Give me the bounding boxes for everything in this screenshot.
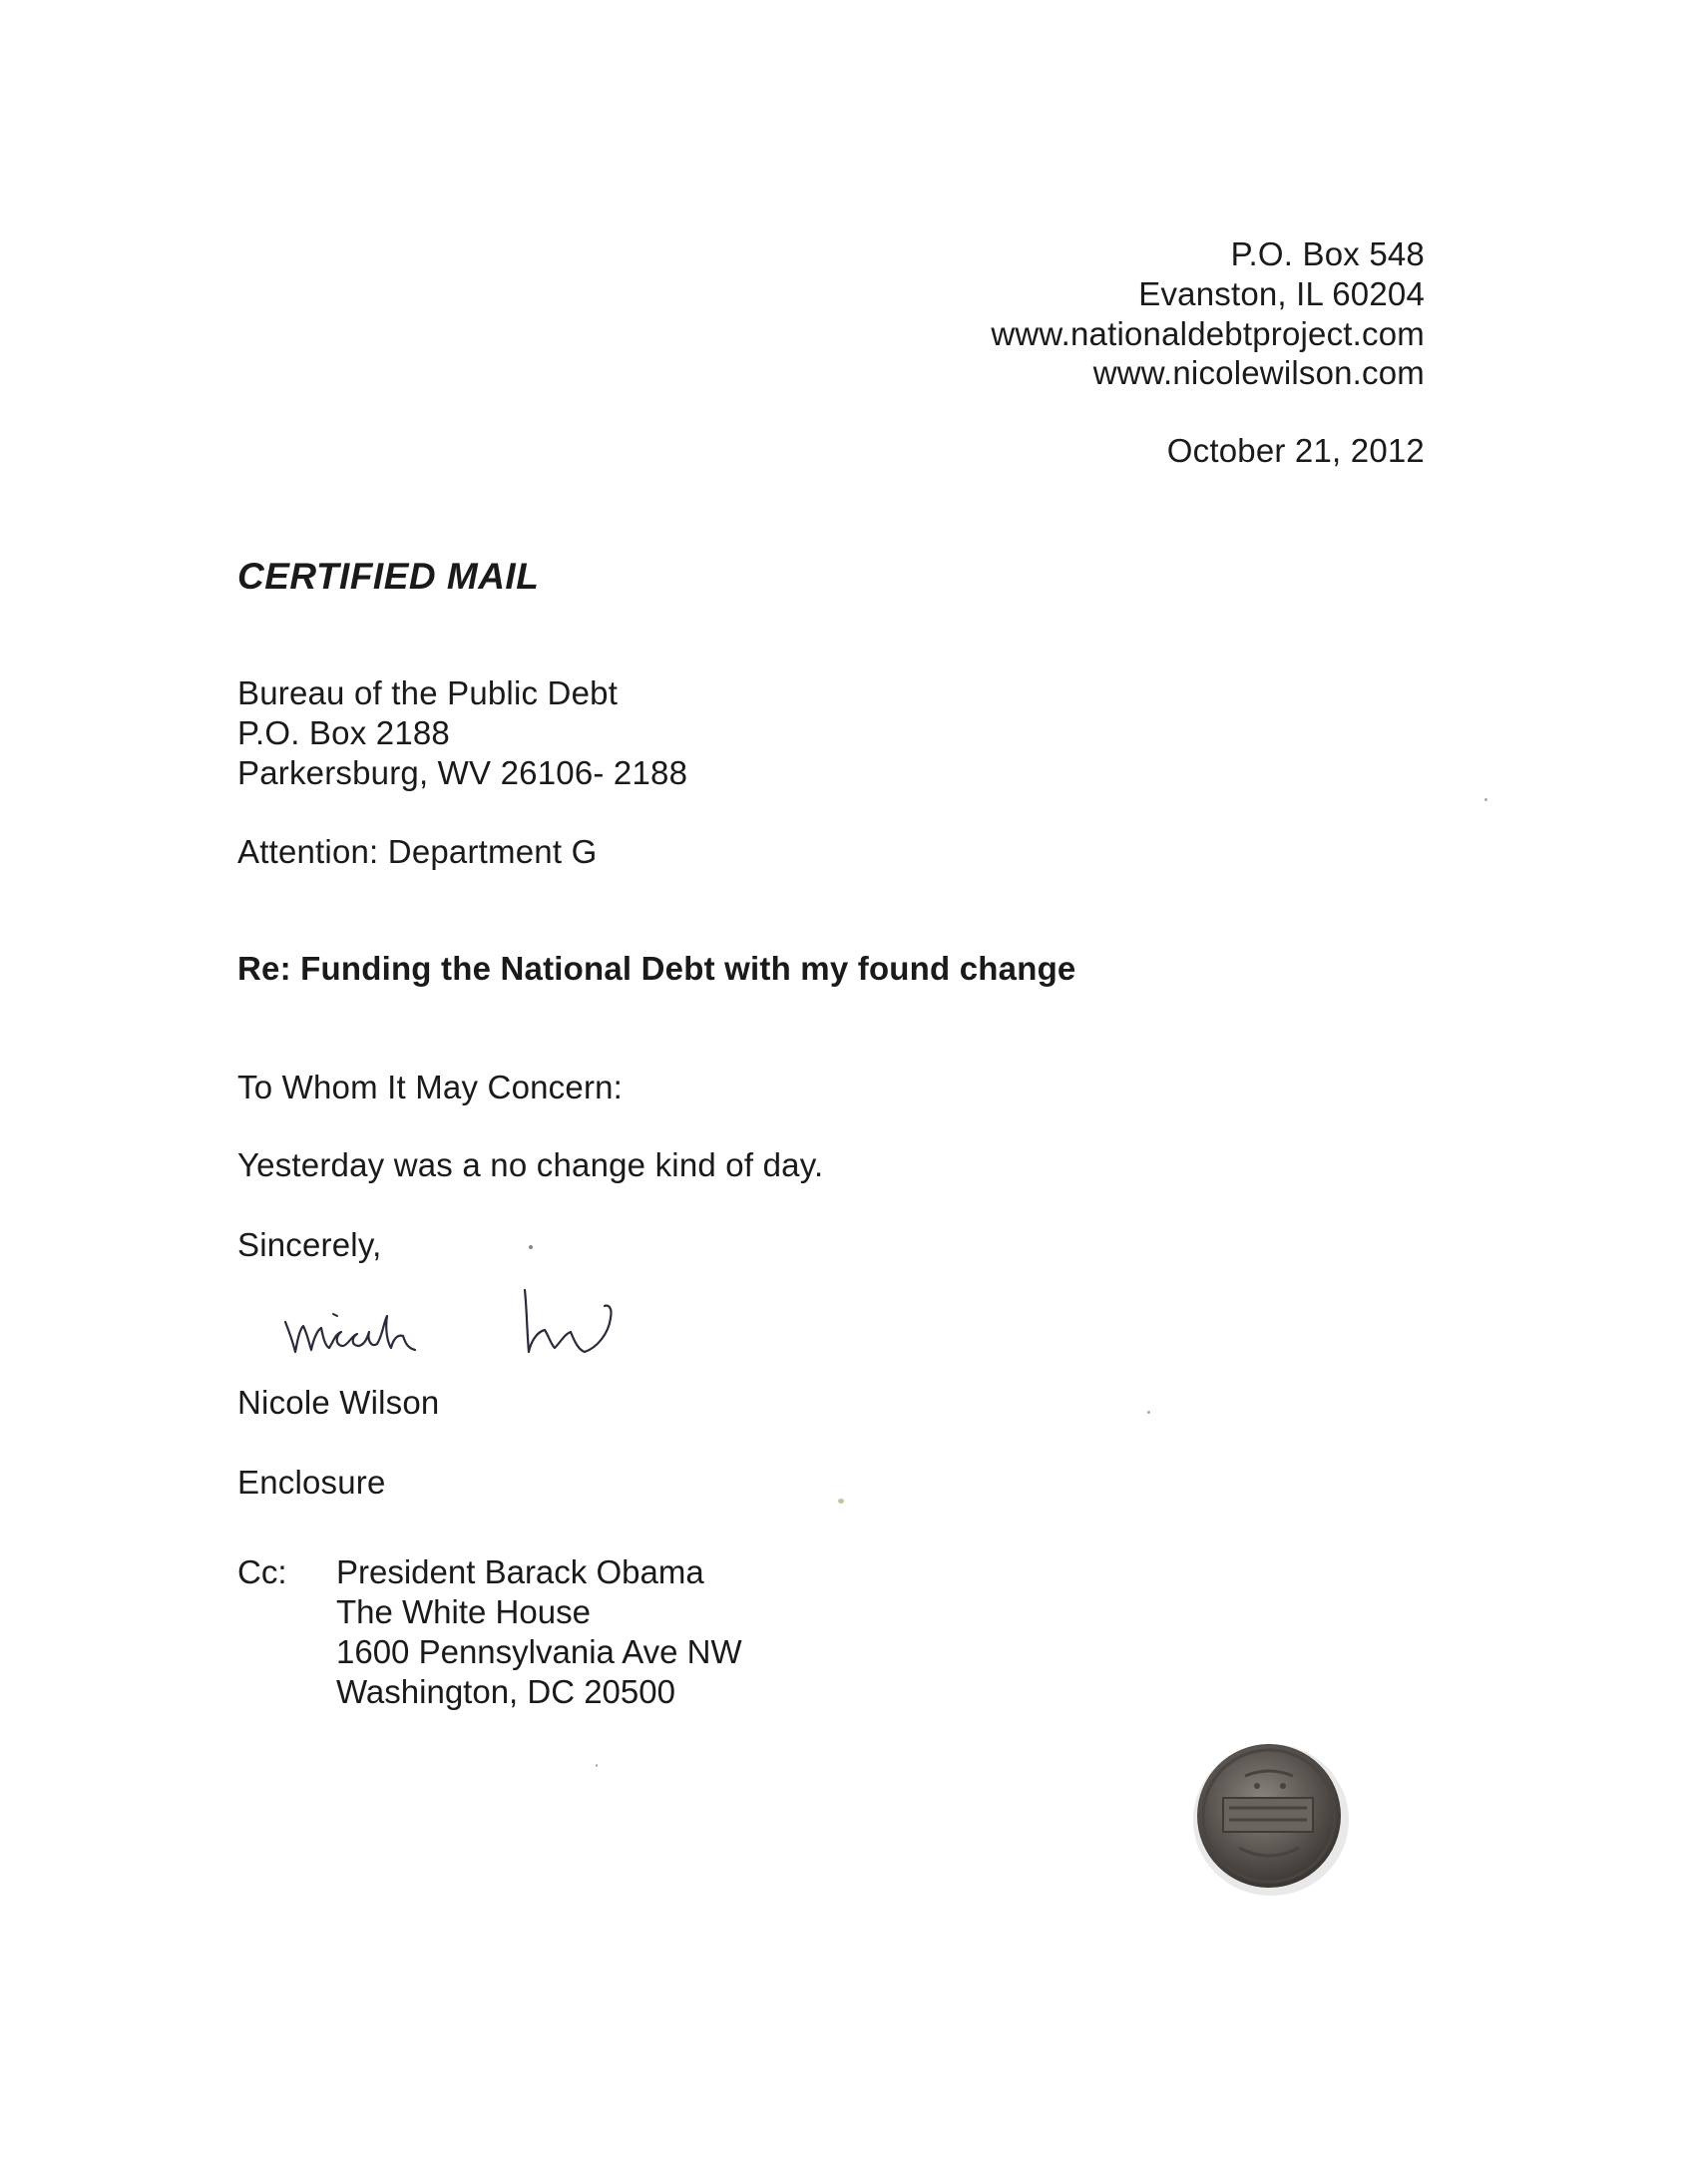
sender-personal-website-link[interactable]: www.nicolewilson.com: [1092, 354, 1425, 391]
delivery-method-heading: CERTIFIED MAIL: [237, 556, 540, 597]
attention-line: Attention: Department G: [237, 833, 598, 870]
cc-line: Washington, DC 20500: [336, 1673, 675, 1710]
cc-address-block: [336, 1552, 742, 1712]
signer-name: Nicole Wilson: [237, 1384, 440, 1421]
scan-speck: [596, 1764, 598, 1767]
sender-city-line: Evanston, IL 60204: [1138, 275, 1425, 312]
sender-website-link[interactable]: www.nationaldebtproject.com: [991, 315, 1425, 352]
recipient-city-line: Parkersburg, WV 26106- 2188: [237, 754, 688, 791]
scan-speck: [838, 1499, 844, 1504]
salutation: To Whom It May Concern:: [237, 1069, 624, 1105]
cc-line: The White House: [336, 1593, 591, 1630]
cc-label: Cc:: [237, 1553, 287, 1590]
handwritten-signature: [279, 1282, 678, 1372]
scan-speck: [1147, 1411, 1150, 1414]
scan-speck: [1484, 798, 1487, 801]
closing: Sincerely,: [237, 1226, 382, 1263]
cc-line: 1600 Pennsylvania Ave NW: [336, 1633, 742, 1670]
enclosure-note: Enclosure: [237, 1464, 386, 1501]
letter-date: October 21, 2012: [1166, 432, 1425, 469]
coin-icon: [1187, 1736, 1352, 1901]
recipient-name: Bureau of the Public Debt: [237, 674, 619, 711]
letter-body: Yesterday was a no change kind of day.: [237, 1146, 824, 1183]
cc-line: President Barack Obama: [336, 1553, 704, 1590]
recipient-po-box: P.O. Box 2188: [237, 714, 450, 751]
scan-speck: [529, 1245, 533, 1249]
sender-po-box: P.O. Box 548: [1230, 235, 1425, 272]
subject-line: Re: Funding the National Debt with my found change: [237, 950, 1076, 987]
